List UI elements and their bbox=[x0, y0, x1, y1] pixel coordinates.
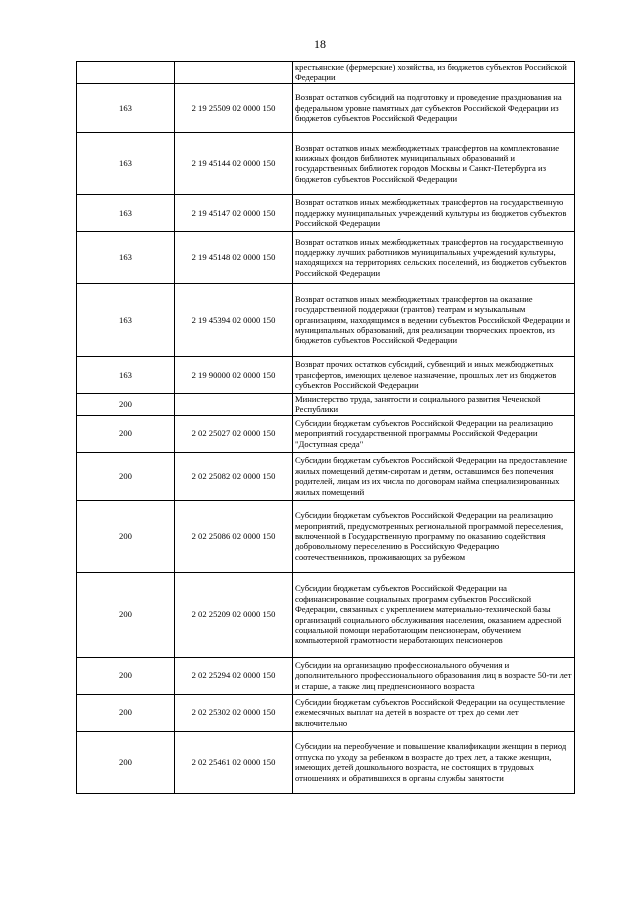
table-row bbox=[77, 731, 575, 793]
table-body bbox=[77, 62, 575, 794]
table-row bbox=[77, 283, 575, 356]
budget-code-cell: 2 02 25027 02 0000 150 bbox=[175, 415, 293, 452]
description-cell: Возврат прочих остатков субсидий, субвенций и иных межбюджетных трансфертов, имеющих целевое назначение, прошлых лет из бюджетов субъектов Российской Федерации bbox=[293, 356, 575, 393]
description-cell: Возврат остатков иных межбюджетных трансфертов на государственную поддержку лучших работников муниципальных учреждений культуры, находящихся на территориях сельских поселений, из бюджетов субъектов Российской Федерации bbox=[293, 231, 575, 283]
description-cell: Возврат остатков иных межбюджетных трансфертов на государственную поддержку муниципальных учреждений культуры из бюджетов субъектов Российской Федерации bbox=[293, 194, 575, 231]
budget-code-cell: 2 19 45144 02 0000 150 bbox=[175, 132, 293, 194]
budget-code-cell: 2 19 45147 02 0000 150 bbox=[175, 194, 293, 231]
admin-code-cell: 200 bbox=[77, 393, 175, 415]
table-row bbox=[77, 356, 575, 393]
description-cell: крестьянские (фермерские) хозяйства, из бюджетов субъектов Российской Федерации bbox=[293, 62, 575, 84]
budget-code-cell: 2 19 25509 02 0000 150 bbox=[175, 83, 293, 132]
admin-code-cell: 200 bbox=[77, 572, 175, 657]
table-row bbox=[77, 83, 575, 132]
table-row bbox=[77, 62, 575, 84]
budget-code-cell bbox=[175, 393, 293, 415]
description-cell: Субсидии бюджетам субъектов Российской Федерации на софинансирование социальных программ субъектов Российской Федерации, связанных с укреплением материально-технической базы организаций социального обслуживания населения, оказанием адресной социальной помощи неработающим пенсионерам, обучением компьютерной грамотности неработающих пенсионеров bbox=[293, 572, 575, 657]
budget-code-cell: 2 02 25209 02 0000 150 bbox=[175, 572, 293, 657]
budget-code-cell: 2 02 25302 02 0000 150 bbox=[175, 694, 293, 731]
table-row bbox=[77, 132, 575, 194]
admin-code-cell: 200 bbox=[77, 657, 175, 694]
admin-code-cell: 200 bbox=[77, 731, 175, 793]
table-row bbox=[77, 415, 575, 452]
table-row bbox=[77, 657, 575, 694]
budget-code-cell: 2 02 25082 02 0000 150 bbox=[175, 452, 293, 500]
admin-code-cell: 163 bbox=[77, 356, 175, 393]
admin-code-cell: 200 bbox=[77, 500, 175, 572]
budget-code-cell: 2 02 25461 02 0000 150 bbox=[175, 731, 293, 793]
description-cell: Возврат остатков иных межбюджетных трансфертов на оказание государственной поддержки (грантов) театрам и музыкальным организациям, находящимся в ведении субъектов Российской Федерации и муниципальных образований, для реализации творческих проектов, из бюджетов субъектов Российской Федерации bbox=[293, 283, 575, 356]
budget-codes-table bbox=[76, 61, 575, 794]
admin-code-cell: 200 bbox=[77, 452, 175, 500]
description-cell: Субсидии бюджетам субъектов Российской Федерации на реализацию мероприятий государственной программы Российской Федерации "Доступная среда" bbox=[293, 415, 575, 452]
admin-code-cell: 200 bbox=[77, 694, 175, 731]
table-row bbox=[77, 231, 575, 283]
description-cell: Министерство труда, занятости и социального развития Чеченской Республики bbox=[293, 393, 575, 415]
description-cell: Субсидии бюджетам субъектов Российской Федерации на осуществление ежемесячных выплат на детей в возрасте от трех до семи лет включительно bbox=[293, 694, 575, 731]
budget-code-cell: 2 02 25086 02 0000 150 bbox=[175, 500, 293, 572]
description-cell: Субсидии на организацию профессионального обучения и дополнительного профессионального образования лиц в возрасте 50-ти лет и старше, а также лиц предпенсионного возраста bbox=[293, 657, 575, 694]
admin-code-cell: 163 bbox=[77, 231, 175, 283]
admin-code-cell: 163 bbox=[77, 83, 175, 132]
description-cell: Возврат остатков иных межбюджетных трансфертов на комплектование книжных фондов библиотек муниципальных образований и государственных библиотек городов Москвы и Санкт-Петербурга из бюджетов субъектов Российской Федерации bbox=[293, 132, 575, 194]
admin-code-cell: 163 bbox=[77, 283, 175, 356]
budget-code-cell: 2 19 45394 02 0000 150 bbox=[175, 283, 293, 356]
budget-code-cell: 2 02 25294 02 0000 150 bbox=[175, 657, 293, 694]
table-row bbox=[77, 194, 575, 231]
budget-code-cell bbox=[175, 62, 293, 84]
description-cell: Возврат остатков субсидий на подготовку и проведение празднования на федеральном уровне памятных дат субъектов Российской Федерации из бюджетов субъектов Российской Федерации bbox=[293, 83, 575, 132]
page-number: 18 bbox=[314, 37, 326, 51]
table-row bbox=[77, 452, 575, 500]
table-row bbox=[77, 572, 575, 657]
budget-code-cell: 2 19 90000 02 0000 150 bbox=[175, 356, 293, 393]
admin-code-cell: 200 bbox=[77, 415, 175, 452]
admin-code-cell bbox=[77, 62, 175, 84]
table-row bbox=[77, 694, 575, 731]
description-cell: Субсидии бюджетам субъектов Российской Федерации на предоставление жилых помещений детям-сиротам и детям, оставшимся без попечения родителей, лицам из их числа по договорам найма специализированных жилых помещений bbox=[293, 452, 575, 500]
table-row bbox=[77, 393, 575, 415]
admin-code-cell: 163 bbox=[77, 194, 175, 231]
description-cell: Субсидии бюджетам субъектов Российской Федерации на реализацию мероприятий, предусмотренных региональной программой переселения, включенной в Государственную программу по оказанию содействия добровольному переселению в Российскую Федерацию соотечественников, проживающих за рубежом bbox=[293, 500, 575, 572]
budget-code-cell: 2 19 45148 02 0000 150 bbox=[175, 231, 293, 283]
admin-code-cell: 163 bbox=[77, 132, 175, 194]
table-row bbox=[77, 500, 575, 572]
description-cell: Субсидии на переобучение и повышение квалификации женщин в период отпуска по уходу за ребенком в возрасте до трех лет, а также женщин, имеющих детей дошкольного возраста, не состоящих в трудовых отношениях и обратившихся в органы службы занятости bbox=[293, 731, 575, 793]
